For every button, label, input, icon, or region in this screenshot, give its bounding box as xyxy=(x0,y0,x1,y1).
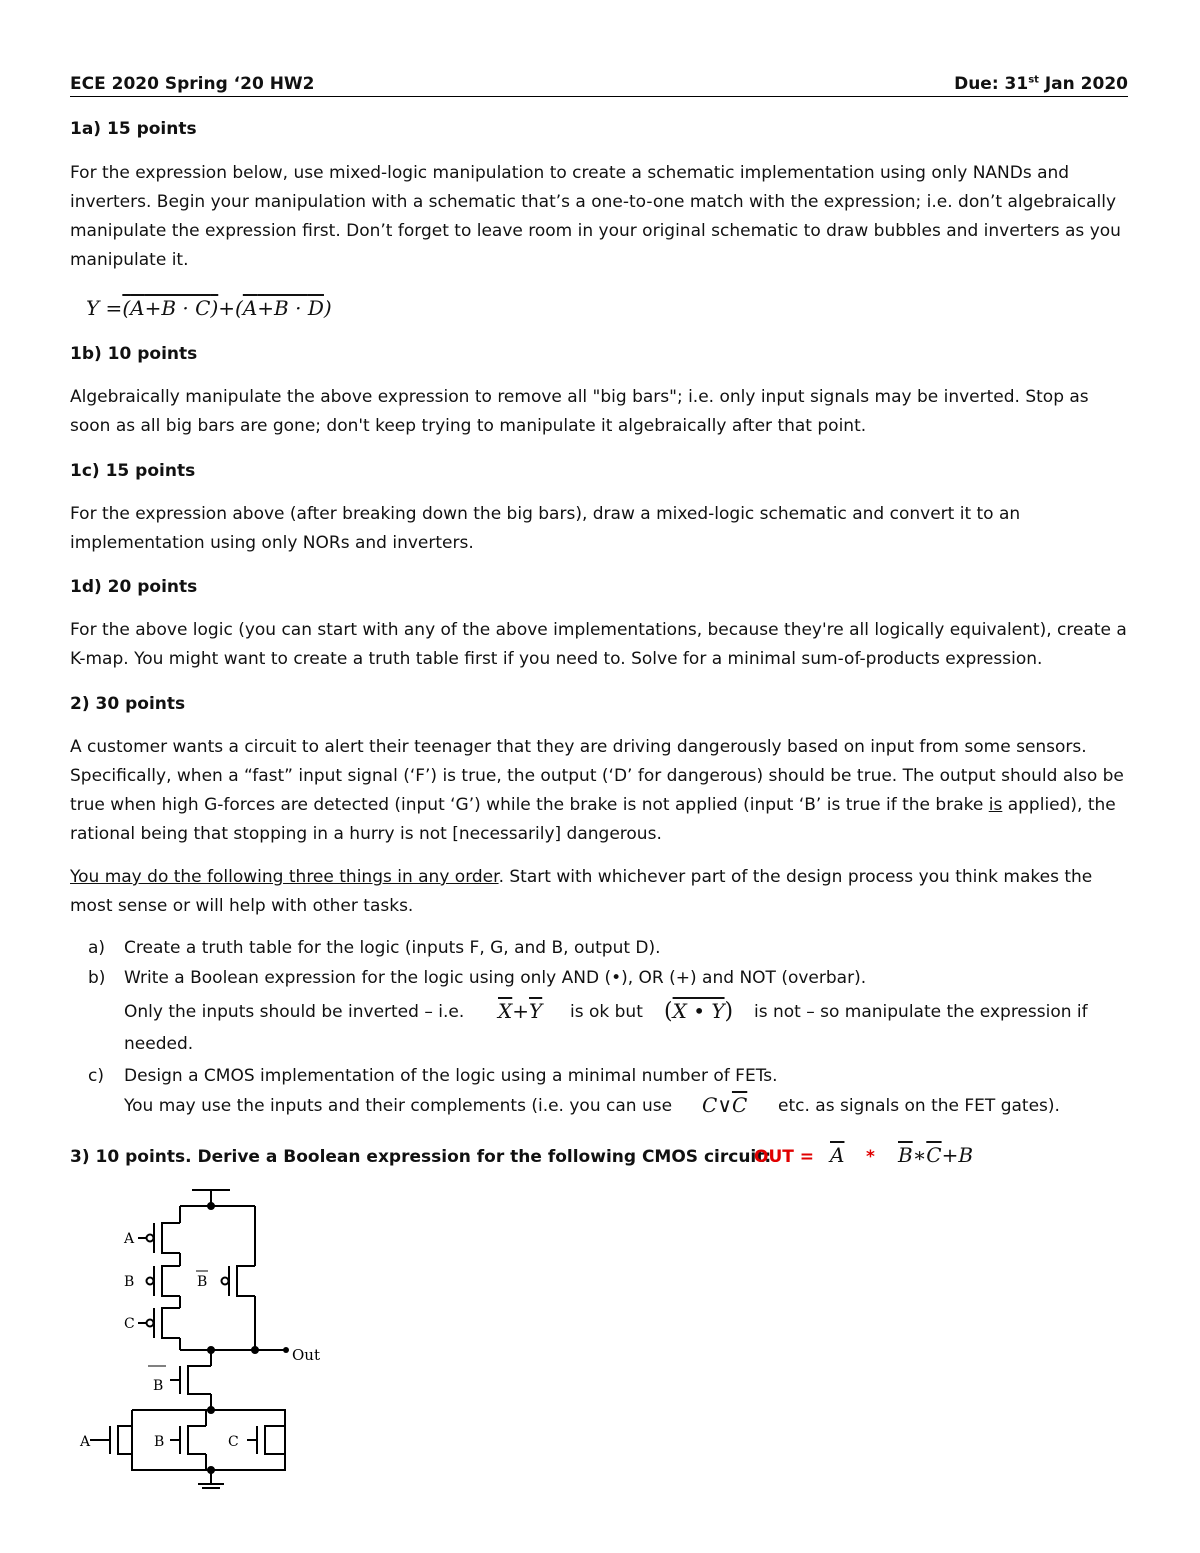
q3-heading: 3) 10 points. Derive a Boolean expression for the following CMOS circuit: xyxy=(70,1147,772,1167)
label-a-top: A xyxy=(124,1231,135,1247)
q2-body: A customer wants a circuit to alert their teenager that they are driving dangerously based on input from some sensors. Specifically, when a “fast” input signal (‘F’) is true, the output (‘D’ for dangerous) should be true. The output should also be true when high G-forces are detected (input ‘G’) while the brake is not applied (input ‘B’ is true if the brake is applied), the rational being that stopping in a hurry is not [necessarily] dangerous. xyxy=(70,737,1124,844)
q3-answer-star: * xyxy=(866,1147,875,1167)
q1a-heading: 1a) 15 points xyxy=(70,119,197,139)
q2-item-a: a) Create a truth table for the logic (inputs F, G, and B, output D). xyxy=(88,938,661,958)
pmos-c-transistor xyxy=(138,1308,180,1338)
label-bbar-top: B xyxy=(197,1274,208,1290)
course-title: ECE 2020 Spring ‘20 HW2 xyxy=(70,74,315,94)
q2-item-c: c) Design a CMOS implementation of the logic using a minimal number of FETs. xyxy=(88,1066,778,1086)
q3-answer-A: $\overline{A}$ xyxy=(830,1143,845,1167)
cmos-circuit-diagram xyxy=(70,1178,340,1498)
label-b-top: B xyxy=(124,1274,135,1290)
q2-item-b-line2: Only the inputs should be inverted – i.e. xyxy=(124,1002,465,1022)
label-c-bottom: C xyxy=(228,1434,239,1450)
q2-item-b-line3: needed. xyxy=(124,1034,194,1054)
label-b-bottom: B xyxy=(154,1434,165,1450)
due-date: Due: 31st Jan 2020 xyxy=(954,74,1128,94)
q1c-heading: 1c) 15 points xyxy=(70,461,196,481)
q2-ok-text: is ok but xyxy=(570,1002,643,1022)
q1b-body: Algebraically manipulate the above expression to remove all "big bars"; i.e. only input signals may be inverted. Stop as soon as all big bars are gone; don't keep trying to manipulate it algebraically after that point. xyxy=(70,387,1089,436)
q2-item-c-line2: You may use the inputs and their complements (i.e. you can use xyxy=(124,1096,673,1116)
page-header xyxy=(70,72,1128,97)
q1b-heading: 1b) 10 points xyxy=(70,344,198,364)
nmos-a-transistor xyxy=(98,1426,132,1454)
label-bbar-mid: B xyxy=(153,1378,164,1394)
pmos-bbar-transistor xyxy=(222,1266,256,1296)
pmos-b-transistor xyxy=(147,1266,181,1296)
nmos-c-transistor xyxy=(247,1426,285,1454)
label-out: Out xyxy=(292,1346,320,1364)
label-c-top: C xyxy=(124,1316,135,1332)
nmos-bbar-transistor xyxy=(170,1366,211,1394)
q3-answer-expression: $\overline{B}∗\overline{C}+B$ xyxy=(898,1143,974,1167)
nmos-b-transistor xyxy=(170,1426,206,1454)
q1a-body: For the expression below, use mixed-logic manipulation to create a schematic implementation using only NANDs and inverters. Begin your manipulation with a schematic that’s a one-to-one match with the expression; i.e. don’t algebraically manipulate the expression first. Don’t forget to leave room in your original schematic to draw bubbles and inverters as you manipulate it. xyxy=(70,163,1121,270)
q2-ok-expression: $\overline{X}+\overline{Y}$ xyxy=(498,999,543,1023)
pmos-a-transistor xyxy=(138,1223,180,1253)
q2-item-c-rest: etc. as signals on the FET gates). xyxy=(778,1096,1060,1116)
q1d-body: For the above logic (you can start with any of the above implementations, because they're all logically equivalent), create a K-map. You might want to create a truth table first if you need to. Solve for a minimal sum-of-products expression. xyxy=(70,620,1127,669)
label-a-bottom: A xyxy=(80,1434,91,1450)
q2-not-text: is not – so manipulate the expression if xyxy=(754,1002,1088,1022)
q2-order-note: You may do the following three things in any order. Start with whichever part of the design process you think makes the most sense or will help with other tasks. xyxy=(70,867,1093,916)
q2-item-b: b) Write a Boolean expression for the logic using only AND (•), OR (+) and NOT (overbar). xyxy=(88,968,867,988)
q2-heading: 2) 30 points xyxy=(70,694,186,714)
q3-out-label: OUT = xyxy=(754,1147,815,1167)
q1d-heading: 1d) 20 points xyxy=(70,577,198,597)
q2-gate-signal-example: $C\vee\overline{C}$ xyxy=(702,1093,748,1117)
q1a-equation: Y =(A+B · C)+(A+B · D) xyxy=(86,296,332,320)
q1c-body: For the expression above (after breaking down the big bars), draw a mixed-logic schematic and convert it to an implementation using only NORs and inverters. xyxy=(70,504,1021,553)
q2-not-expression: (X • Y) xyxy=(664,999,734,1024)
